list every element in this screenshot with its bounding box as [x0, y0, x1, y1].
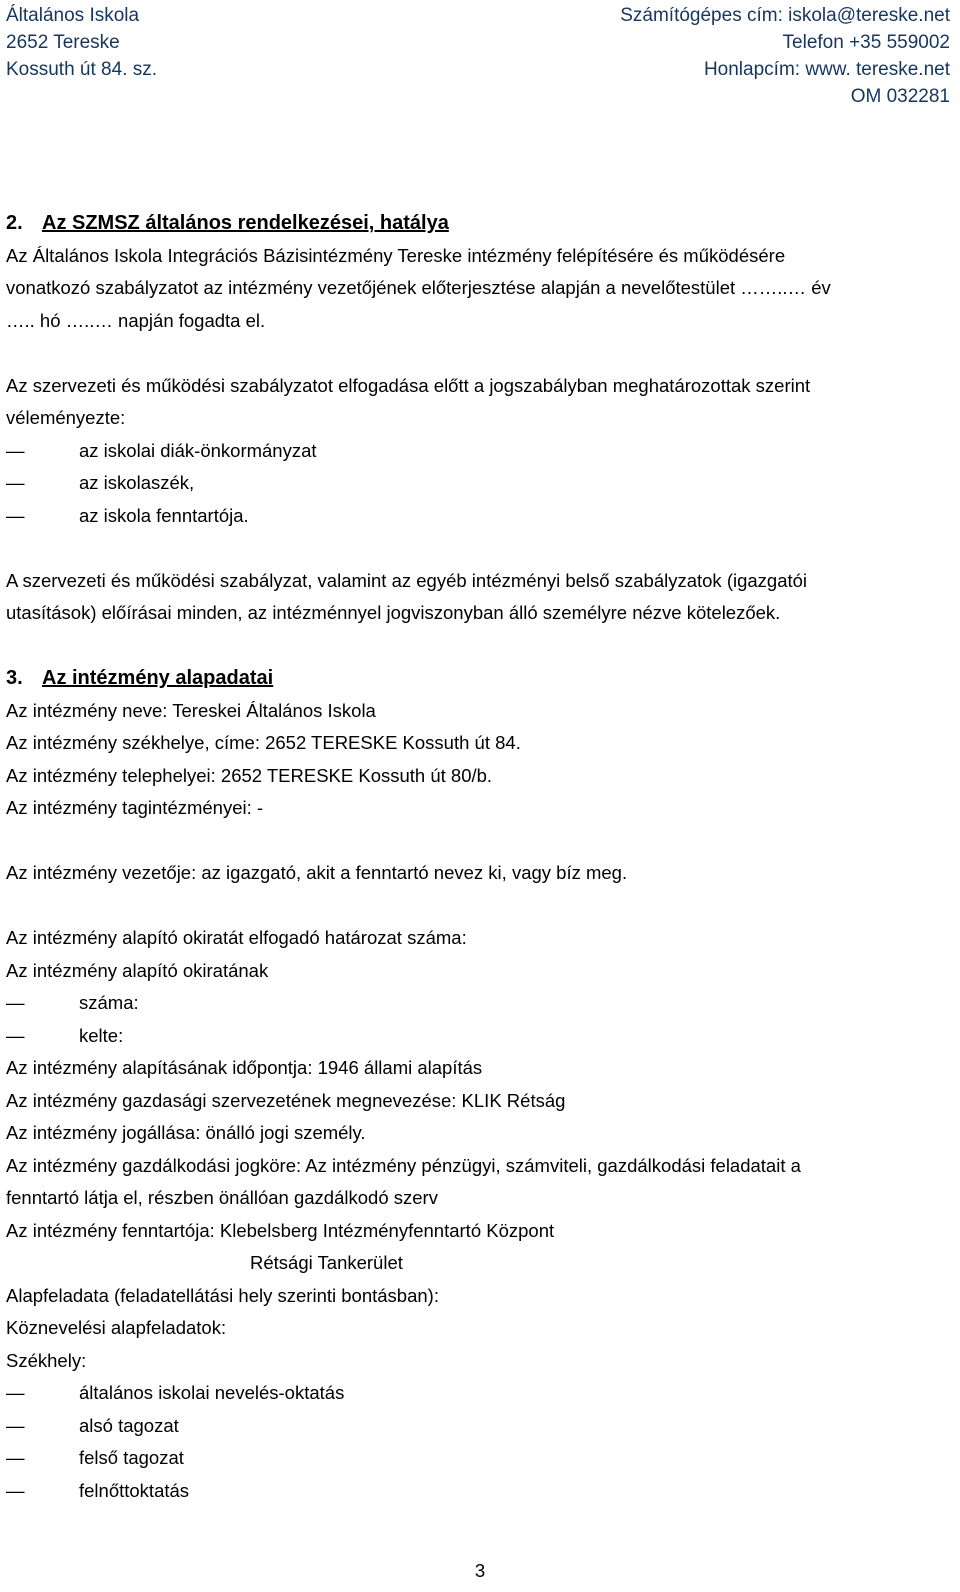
dash-bullet-icon: —	[6, 1447, 25, 1468]
leader-line: Az intézmény vezetője: az igazgató, akit a fenntartó nevez ki, vagy bíz meg.	[6, 862, 628, 883]
school-city: 2652 Tereske	[6, 32, 120, 53]
dash-bullet-icon: —	[6, 1024, 25, 1046]
institution-name-line: Az intézmény neve: Tereskei Általános Iskola	[6, 699, 376, 721]
section-2-number: 2.	[6, 212, 23, 234]
core-tasks-line: Alapfeladata (feladatellátási hely szerinti bontásban):	[6, 1284, 439, 1306]
section-3-title: Az intézmény alapadatai	[42, 667, 274, 689]
dash-bullet-icon: —	[6, 1382, 25, 1403]
paragraph-line: utasítások) előírásai minden, az intézménnyel jogviszonyban álló személyre nézve kötelezőek.	[6, 602, 781, 623]
list-item-text: száma:	[79, 992, 139, 1013]
phone-line: Telefon +35 559002	[782, 32, 950, 53]
letterhead-right	[620, 2, 950, 110]
document-body	[6, 207, 946, 1507]
founding-document-line: Az intézmény alapító okiratának	[6, 959, 269, 981]
list-item-text: kelte:	[79, 1024, 124, 1046]
dash-bullet-icon: —	[6, 472, 25, 493]
section-3-heading	[6, 662, 946, 695]
economic-org-line: Az intézmény gazdasági szervezetének megnevezése: KLIK Rétság	[6, 1089, 566, 1111]
letterhead	[6, 2, 950, 112]
paragraph-line: ….. hó …..… napján fogadta el.	[6, 309, 266, 331]
paragraph-line: A szervezeti és működési szabályzat, valamint az egyéb intézményi belső szabályzatok (igazgatói	[6, 569, 808, 591]
spacer	[6, 532, 946, 565]
paragraph-line: vonatkozó szabályzatot az intézmény vezetőjének előterjesztése alapján a nevelőtestület ……..… év	[6, 277, 831, 298]
om-number: OM 032281	[850, 86, 950, 107]
list-item	[6, 467, 946, 500]
list-item	[6, 1475, 946, 1508]
list-item-text: az iskolaszék,	[79, 472, 195, 493]
paragraph-line: véleményezte:	[6, 407, 126, 428]
list-item	[6, 500, 946, 533]
spacer	[6, 890, 946, 923]
maintainer-line-cont: Rétsági Tankerület	[250, 1252, 403, 1273]
email-line: Számítógépes cím: iskola@tereske.net	[620, 5, 950, 26]
letterhead-left	[6, 2, 157, 83]
public-education-tasks-line: Köznevelési alapfeladatok:	[6, 1317, 227, 1338]
school-name: Általános Iskola	[6, 5, 140, 26]
list-item-text: az iskola fenntartója.	[79, 504, 249, 526]
headquarters-line: Székhely:	[6, 1349, 87, 1371]
institution-site-line: Az intézmény telephelyei: 2652 TERESKE Kossuth út 80/b.	[6, 764, 493, 786]
section-3-number: 3.	[6, 667, 23, 689]
dash-bullet-icon: —	[6, 992, 25, 1013]
list-item-text: felnőttoktatás	[79, 1479, 190, 1501]
paragraph-line: Az szervezeti és működési szabályzatot elfogadása előtt a jogszabályban meghatározottak szerint	[6, 374, 811, 396]
financial-authority-line: Az intézmény gazdálkodási jogköre: Az intézmény pénzügyi, számviteli, gazdálkodási feladatait a	[6, 1154, 801, 1176]
list-item-text: általános iskolai nevelés-oktatás	[79, 1382, 345, 1403]
school-street: Kossuth út 84. sz.	[6, 59, 158, 80]
list-item	[6, 435, 946, 468]
founding-date-line: Az intézmény alapításának időpontja: 1946 állami alapítás	[6, 1057, 483, 1078]
dash-bullet-icon: —	[6, 1479, 25, 1501]
spacer	[6, 630, 946, 663]
institution-address-line: Az intézmény székhelye, címe: 2652 TERESKE Kossuth út 84.	[6, 732, 521, 753]
dash-bullet-icon: —	[6, 504, 25, 526]
list-item	[6, 1377, 946, 1410]
member-institutions-line: Az intézmény tagintézményei: -	[6, 797, 264, 818]
financial-authority-line-cont: fenntartó látja el, részben önállóan gazdálkodó szerv	[6, 1187, 438, 1208]
legal-status-line: Az intézmény jogállása: önálló jogi személy.	[6, 1122, 366, 1143]
maintainer-line: Az intézmény fenntartója: Klebelsberg Intézményfenntartó Központ	[6, 1219, 555, 1241]
list-item-text: alsó tagozat	[79, 1414, 179, 1436]
website-line: Honlapcím: www. tereske.net	[703, 59, 950, 80]
spacer	[6, 337, 946, 370]
paragraph-line: Az Általános Iskola Integrációs Bázisintézmény Tereske intézmény felépítésére és működésére	[6, 244, 786, 266]
list-item	[6, 1020, 946, 1053]
list-item	[6, 987, 946, 1020]
section-2-title: Az SZMSZ általános rendelkezései, hatálya	[42, 212, 449, 234]
founding-resolution-line: Az intézmény alapító okiratát elfogadó határozat száma:	[6, 927, 467, 948]
list-item-text: felső tagozat	[79, 1447, 184, 1468]
list-item-text: az iskolai diák-önkormányzat	[79, 439, 317, 461]
list-item	[6, 1442, 946, 1475]
dash-bullet-icon: —	[6, 1414, 25, 1436]
section-2-heading	[6, 207, 946, 240]
spacer	[6, 825, 946, 858]
dash-bullet-icon: —	[6, 439, 25, 461]
page-number: 3	[474, 1560, 486, 1581]
list-item	[6, 1410, 946, 1443]
